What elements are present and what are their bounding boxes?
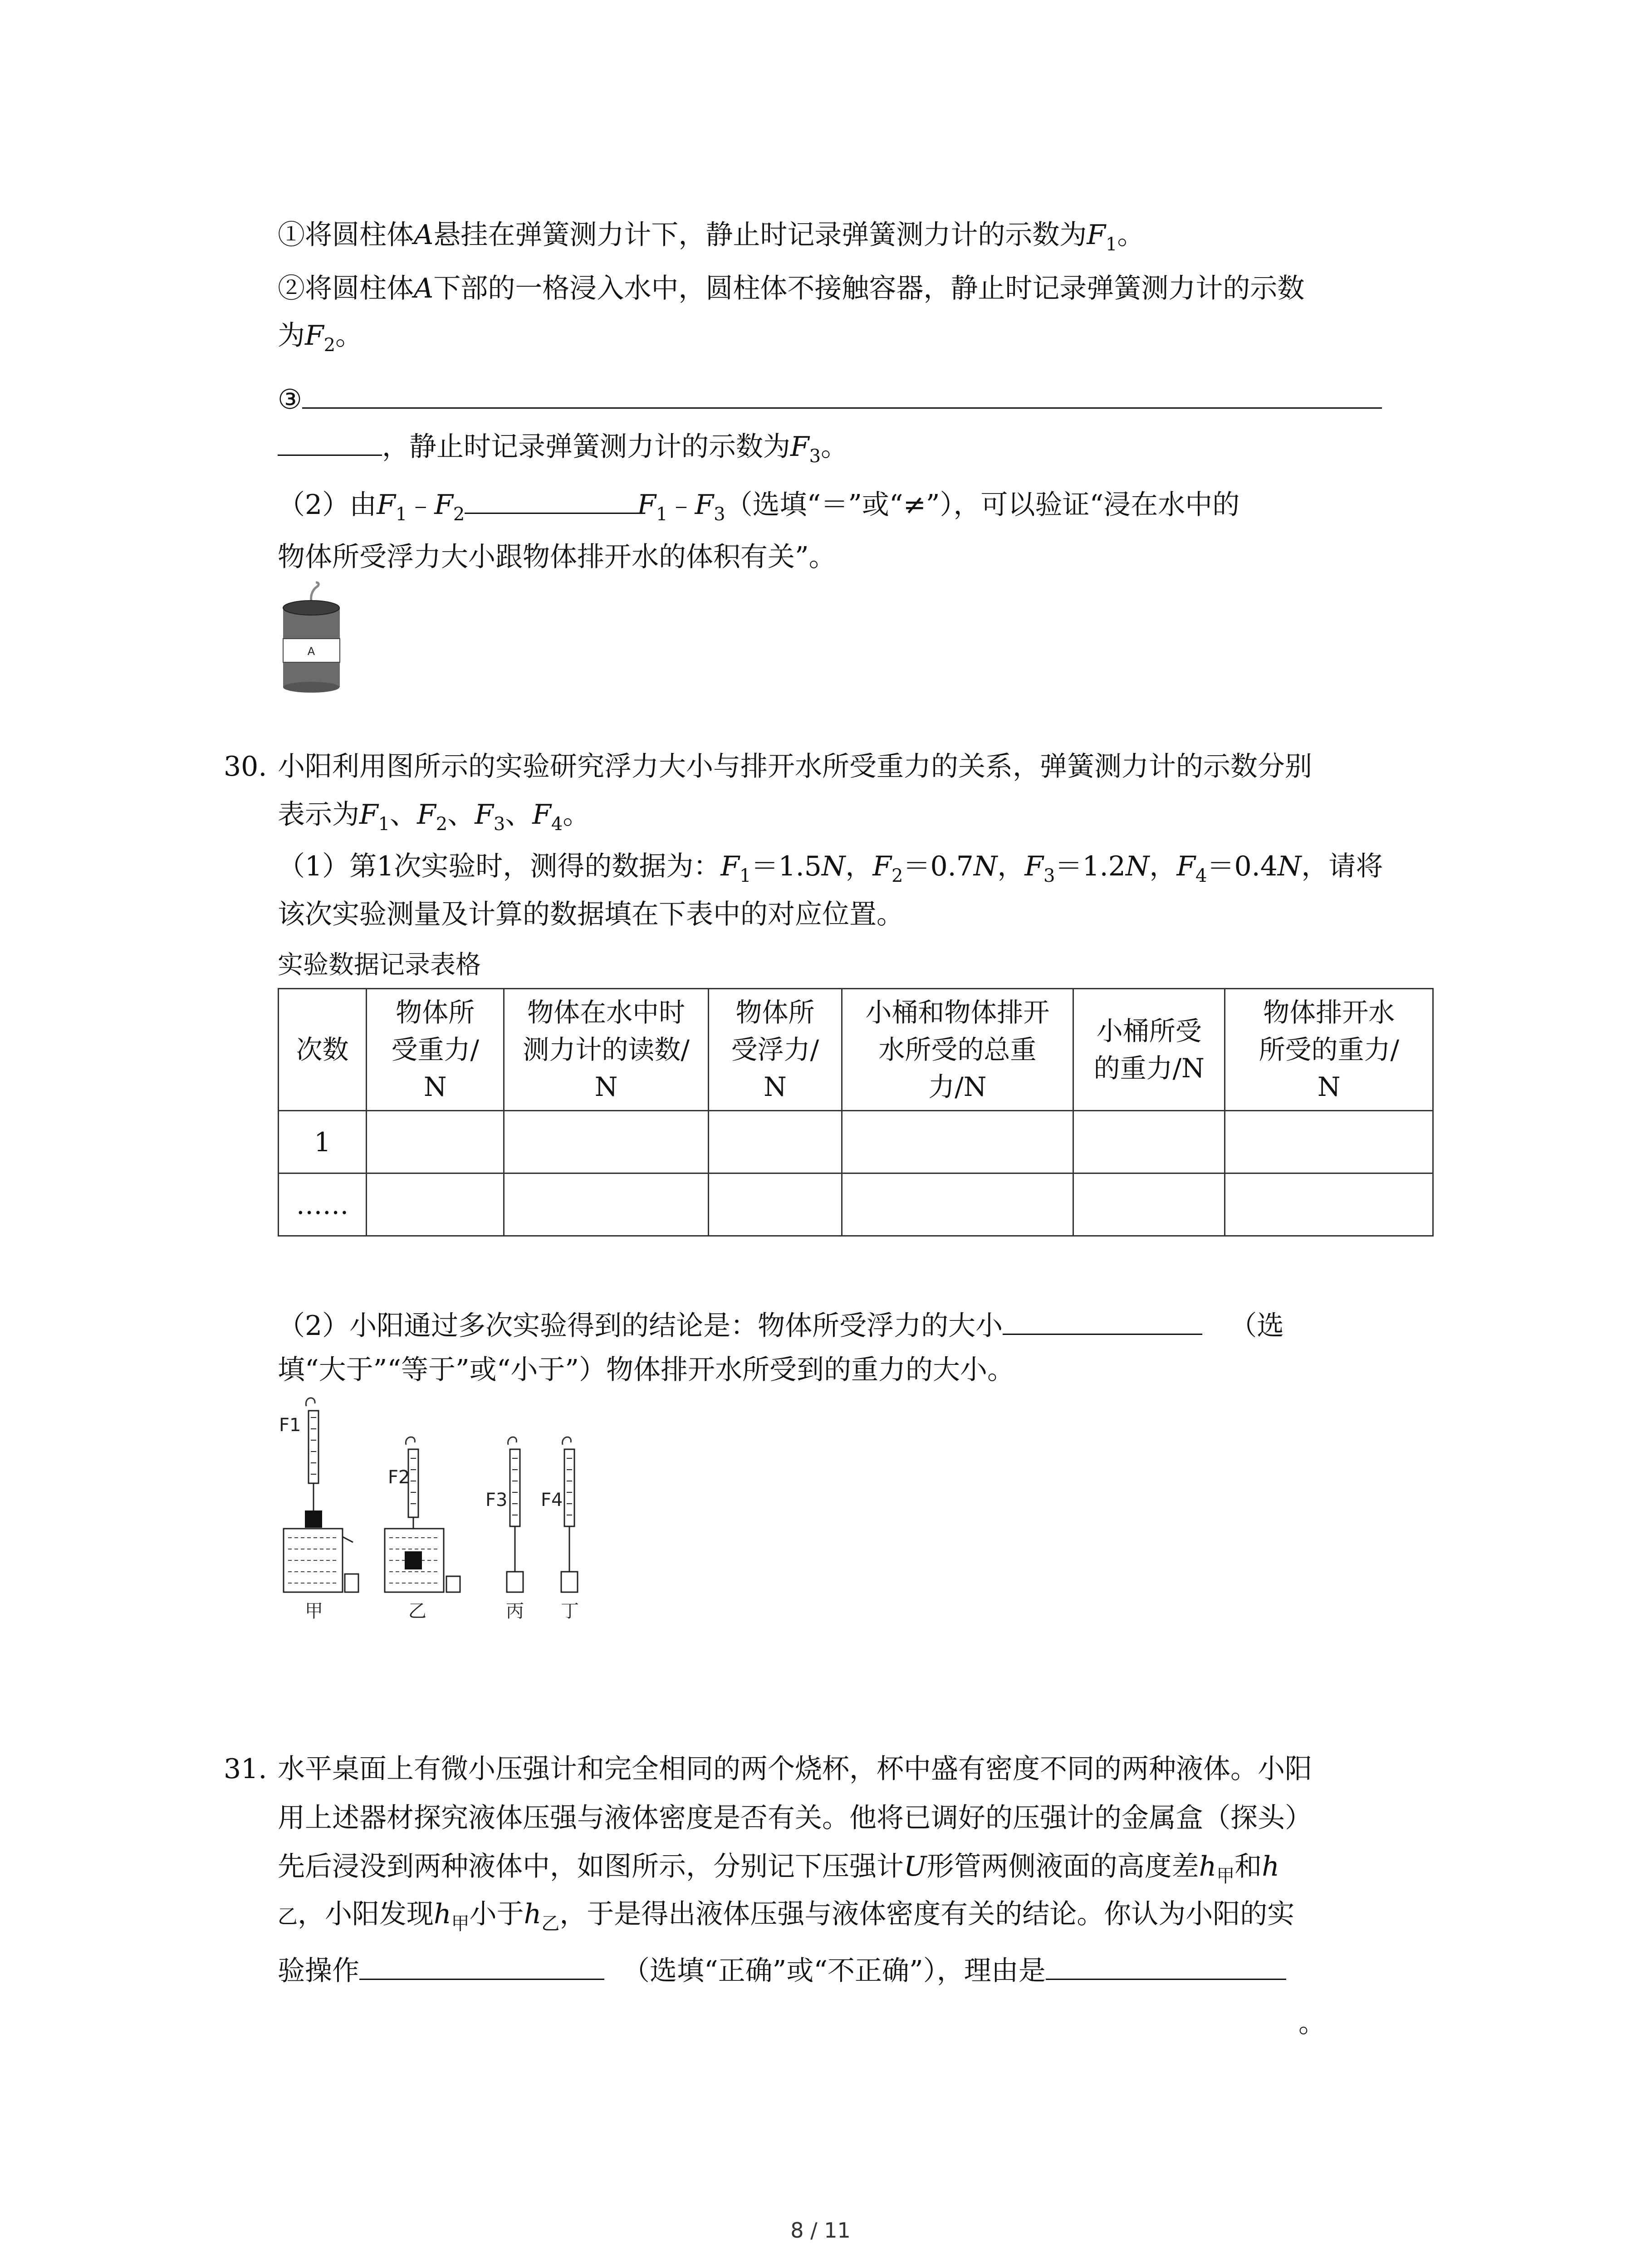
q31-line5-text-b: （选填“正确”或“不正确”），理由是: [622, 1955, 1046, 1987]
q30-intro-text-b: 表示为: [278, 799, 359, 831]
q30-part1-var-sub: 2: [892, 865, 903, 886]
fig-label-f1: F1: [279, 1415, 301, 1436]
q30-part1-vals: [720, 850, 1383, 886]
table-cell-trial: 1: [279, 1111, 367, 1173]
table-header-cell: [842, 989, 1073, 1111]
q30-part1-var-unit: N: [1125, 850, 1150, 882]
q30-part1-var-unit: N: [821, 850, 846, 882]
fig-label-f3: F3: [485, 1490, 508, 1510]
q30-intro-text-a: 小阳利用图所示的实验研究浮力大小与排开水所受重力的关系，弹簧测力计的示数分别: [278, 751, 1312, 782]
hand-icon: [508, 1437, 517, 1445]
q29-part2-s1: 1: [395, 504, 407, 525]
q30-table-caption: 实验数据记录表格: [278, 950, 481, 980]
q31-line5-text-a: 验操作: [278, 1955, 359, 1987]
table-header-cell: [279, 989, 367, 1111]
q31-line2-text: 用上述器材探究液体压强与液体密度是否有关。他将已调好的压强计的金属盒（探头）: [278, 1802, 1312, 1834]
table-header-cell: [367, 989, 504, 1111]
table-header-line: N: [764, 1071, 787, 1102]
q31-line4-sub: 乙: [278, 1905, 298, 1928]
fig-label-f4: F4: [541, 1490, 563, 1510]
q30-part1-var-sub: 4: [1195, 865, 1207, 886]
q30-part1-var-sep: ，请将: [1301, 850, 1383, 882]
q30-part1-var-f: F: [872, 850, 892, 882]
q29-step3-answer-blank[interactable]: [302, 379, 1382, 409]
fig-label-f2: F2: [388, 1467, 410, 1488]
table-header-line: 物体在水中时: [527, 997, 686, 1028]
table-cell-input[interactable]: [504, 1111, 709, 1173]
q29-step2-end: 。: [335, 320, 363, 352]
q30-part2-cont: [278, 1352, 1014, 1388]
table-cell-trial: ……: [279, 1173, 367, 1236]
object-block: [305, 1510, 322, 1528]
table-cell-input[interactable]: [709, 1111, 842, 1173]
setup-bing: [485, 1437, 524, 1622]
cylinder-bottom: [283, 682, 339, 693]
q31-line5: [278, 1950, 1286, 1989]
q29-part2-text-c: 物体所受浮力大小跟物体排开水的体积有关”。: [278, 541, 836, 573]
q30-part1-cont: [278, 896, 904, 933]
q29-step1-var: A: [414, 219, 434, 251]
q29-step1-end: 。: [1117, 219, 1145, 251]
q29-step3-num: ③: [278, 384, 302, 415]
q30-part1-var-value: ＝1.5: [751, 850, 822, 882]
q30-part1-var-sub: 3: [1043, 865, 1055, 886]
q30-intro-vars: [359, 799, 590, 835]
q29-step2-text-b: 下部的一格浸入水中，圆柱体不接触容器，静止时记录弹簧测力计的示数: [433, 273, 1305, 304]
table-header-line: 受浮力/: [731, 1034, 819, 1065]
q30-part1-var-f: F: [1176, 850, 1196, 882]
q29-part2-f3: F: [637, 489, 656, 521]
q29-part2-text-b: （选填“＝”或“≠”），可以验证“浸在水中的: [725, 489, 1240, 521]
q30-part2-answer-blank[interactable]: [1003, 1305, 1202, 1335]
q29-step2: [278, 270, 1304, 307]
small-bucket: [345, 1574, 358, 1592]
q30-intro-1: [278, 748, 1312, 785]
q31-line3-u: U: [904, 1851, 927, 1882]
q29-part2-s2: 2: [453, 504, 465, 525]
q31-line6: 。: [1298, 2007, 1326, 2039]
q31-line1: [278, 1751, 1312, 1787]
q30-intro-var-sep: 。: [563, 799, 590, 831]
table-header-line: 所受的重力/: [1259, 1034, 1399, 1065]
q30-intro-var-sub: 1: [378, 814, 390, 835]
q31-line3-s1: 甲: [1216, 1866, 1235, 1887]
table-header-line: 物体所: [735, 997, 815, 1028]
q30-part1-var-value: ＝1.2: [1055, 850, 1126, 882]
hand-icon: [563, 1437, 571, 1445]
q30-intro-var-sub: 3: [493, 814, 505, 835]
q30-number: 30.: [224, 751, 267, 782]
q31-line4-text-b: 小于: [469, 1898, 524, 1930]
setup-ding: [541, 1437, 579, 1622]
table-cell-input[interactable]: [842, 1111, 1073, 1173]
table-header-line: 物体所: [396, 997, 475, 1028]
hand-icon: [306, 1398, 315, 1406]
table-header-line: 物体排开水: [1263, 997, 1395, 1028]
table-header-line: 水所受的总重: [878, 1034, 1037, 1065]
table-header-line: N: [594, 1071, 618, 1102]
table-cell-input[interactable]: [504, 1173, 709, 1236]
q30-part1-var-unit: N: [973, 850, 998, 882]
q29-part2-s4: 3: [714, 504, 725, 525]
q30-intro-2: [278, 797, 590, 833]
table-header-line: N: [423, 1071, 447, 1102]
hand-icon: [406, 1437, 415, 1445]
table-header-line: 小桶和物体排开: [865, 997, 1050, 1028]
cylinder-label: A: [307, 645, 315, 658]
table-cell-input[interactable]: [709, 1173, 842, 1236]
q31-line3-h2: h: [1262, 1851, 1279, 1882]
small-bucket: [507, 1572, 523, 1592]
object-block: [405, 1551, 422, 1569]
q30-part1-var-sep: ，: [997, 850, 1025, 882]
q29-part2-minus1: ﹣: [407, 489, 435, 521]
q31-line2: [278, 1800, 1312, 1836]
q31-line3-h1: h: [1199, 1851, 1217, 1882]
q29-step2-var: A: [414, 273, 434, 304]
q31-line3-text-b: 形管两侧液面的高度差: [926, 1851, 1199, 1882]
q31-line3-text-c: 和: [1234, 1851, 1262, 1882]
q30-data-table: [278, 988, 1434, 1237]
q29-step2-cont: [278, 318, 362, 354]
q30-intro-var-f: F: [359, 799, 378, 831]
q30-part2-text-b: （选: [1230, 1310, 1284, 1342]
q30-intro-var-sub: 4: [551, 814, 563, 835]
q29-part2-text-a: （2）由: [278, 489, 377, 521]
q31-line4-h2: h: [524, 1898, 542, 1930]
setup-jia: [279, 1398, 358, 1622]
table-row: [279, 1111, 1433, 1173]
q29-step3-f: F: [790, 431, 809, 463]
fig-caption-ding: 丁: [561, 1601, 579, 1622]
q30-intro-var-sep: 、: [505, 799, 533, 831]
q29-step2-text-c: 为: [278, 320, 305, 352]
q29-part2: [278, 484, 1239, 523]
q31-line3-text-a: 先后浸没到两种液体中，如图所示，分别记下压强计: [278, 1851, 904, 1882]
q31-line4: [278, 1896, 1294, 1935]
table-header-line: 受重力/: [391, 1034, 479, 1065]
q31-answer-blank-1[interactable]: [359, 1950, 604, 1980]
table-header-line: 小桶所受: [1096, 1016, 1202, 1046]
q29-part2-cont: [278, 539, 836, 575]
table-cell-input[interactable]: [1225, 1173, 1433, 1236]
setup-yi: [385, 1437, 460, 1622]
q29-step3: [278, 379, 1382, 418]
small-bucket: [446, 1576, 460, 1592]
q29-part2-minus2: ﹣: [667, 489, 695, 521]
cylinder-top: [283, 601, 339, 615]
small-bucket: [561, 1572, 578, 1592]
q29-part2-answer-blank[interactable]: [465, 484, 637, 514]
q29-step1-text-b: 悬挂在弹簧测力计下，静止时记录弹簧测力计的示数为: [433, 219, 1087, 251]
table-body: [279, 1111, 1433, 1236]
q30-part1-var-sep: ，: [1149, 850, 1177, 882]
q29-part2-f4: F: [695, 489, 714, 521]
q30-part1-var-value: ＝0.7: [903, 850, 974, 882]
q30-intro-var-sep: 、: [390, 799, 417, 831]
q31-line4-s2: 乙: [541, 1913, 560, 1934]
table-header-cell: [1073, 989, 1225, 1111]
q30-intro-var-f: F: [417, 799, 436, 831]
table-row: [279, 1173, 1433, 1236]
q29-step1-sub: 1: [1105, 234, 1117, 255]
cylinder-a-figure: [278, 581, 346, 694]
table-header-line: 次数: [296, 1034, 349, 1065]
table-header-cell: [709, 989, 842, 1111]
q30-intro-var-sub: 2: [436, 814, 448, 835]
q30-part1-var-sep: ，: [845, 850, 873, 882]
q31-line1-text: 水平桌面上有微小压强计和完全相同的两个烧杯，杯中盛有密度不同的两种液体。小阳: [278, 1753, 1312, 1785]
q29-step3-answer-blank-cont[interactable]: [278, 426, 382, 456]
table-cell-input[interactable]: [367, 1173, 504, 1236]
q29-step3-sub: 3: [809, 446, 821, 467]
table-header-row: [279, 989, 1433, 1111]
table-cell-input[interactable]: [367, 1111, 504, 1173]
q30-part1-var-sub: 1: [740, 865, 751, 886]
q29-part2-s3: 1: [656, 504, 668, 525]
q29-step1-text-a: ①将圆柱体: [278, 219, 414, 251]
q30-part2-text-c: 填“大于”“等于”或“小于”）物体排开水所受到的重力的大小。: [278, 1354, 1015, 1386]
q31-answer-blank-2[interactable]: [1046, 1950, 1286, 1980]
q30-part1-text-a: （1）第1次实验时，测得的数据为：: [278, 850, 721, 882]
q30-intro-var-f: F: [475, 799, 494, 831]
q30-part2: [278, 1305, 1284, 1344]
q29-step3-text-b: ，静止时记录弹簧测力计的示数为: [382, 431, 790, 463]
q30-intro-var-sep: 、: [447, 799, 475, 831]
fig-caption-bing: 丙: [506, 1601, 524, 1622]
q30-part1-var-value: ＝0.4: [1207, 850, 1278, 882]
q29-step1: [278, 217, 1144, 253]
table-cell-input[interactable]: [1073, 1111, 1225, 1173]
q30-part1-var-unit: N: [1277, 850, 1302, 882]
q30-intro-var-f: F: [532, 799, 551, 831]
q31-line4-s1: 甲: [451, 1913, 470, 1934]
q29-step3-cont: [278, 426, 848, 465]
page-number: 8 / 11: [790, 2218, 851, 2243]
fig-caption-yi: 乙: [408, 1601, 426, 1622]
q29-step3-end: 。: [821, 431, 848, 463]
experiment-figure: [272, 1393, 617, 1628]
table-header-line: N: [1317, 1071, 1341, 1102]
spring-scale: [309, 1411, 318, 1483]
q29-step2-sub: 2: [323, 335, 336, 356]
q29-part2-f1: F: [377, 489, 396, 521]
q30-part2-text-a: （2）小阳通过多次实验得到的结论是：物体所受浮力的大小: [278, 1310, 1003, 1342]
q30-part1-var-f: F: [1024, 850, 1044, 882]
q31-line4-text-c: ，于是得出液体压强与液体密度有关的结论。你认为小阳的实: [559, 1898, 1295, 1930]
fig-caption-jia: 甲: [305, 1601, 323, 1622]
table-cell-input[interactable]: [1225, 1111, 1433, 1173]
table-header-line: 的重力/N: [1093, 1053, 1205, 1084]
table-cell-input[interactable]: [842, 1173, 1073, 1236]
q29-step2-text-a: ②将圆柱体: [278, 273, 414, 304]
q29-step1-f: F: [1087, 219, 1106, 251]
q31-line4-text-a: ，小阳发现: [298, 1898, 434, 1930]
table-header-line: 力/N: [928, 1071, 987, 1102]
q31-line3: [278, 1848, 1279, 1885]
q31-line4-h1: h: [434, 1898, 451, 1930]
table-cell-input[interactable]: [1073, 1173, 1225, 1236]
q29-part2-f2: F: [434, 489, 453, 521]
q31-number: 31.: [224, 1753, 267, 1785]
table-header-cell: [504, 989, 709, 1111]
table-header-cell: [1225, 989, 1433, 1111]
q29-step2-f: F: [305, 320, 324, 352]
table-header-line: 测力计的读数/: [523, 1034, 690, 1065]
q30-part1: [278, 848, 1383, 885]
q30-part1-var-f: F: [720, 850, 740, 882]
q30-part1-text-b: 该次实验测量及计算的数据填在下表中的对应位置。: [278, 899, 904, 930]
